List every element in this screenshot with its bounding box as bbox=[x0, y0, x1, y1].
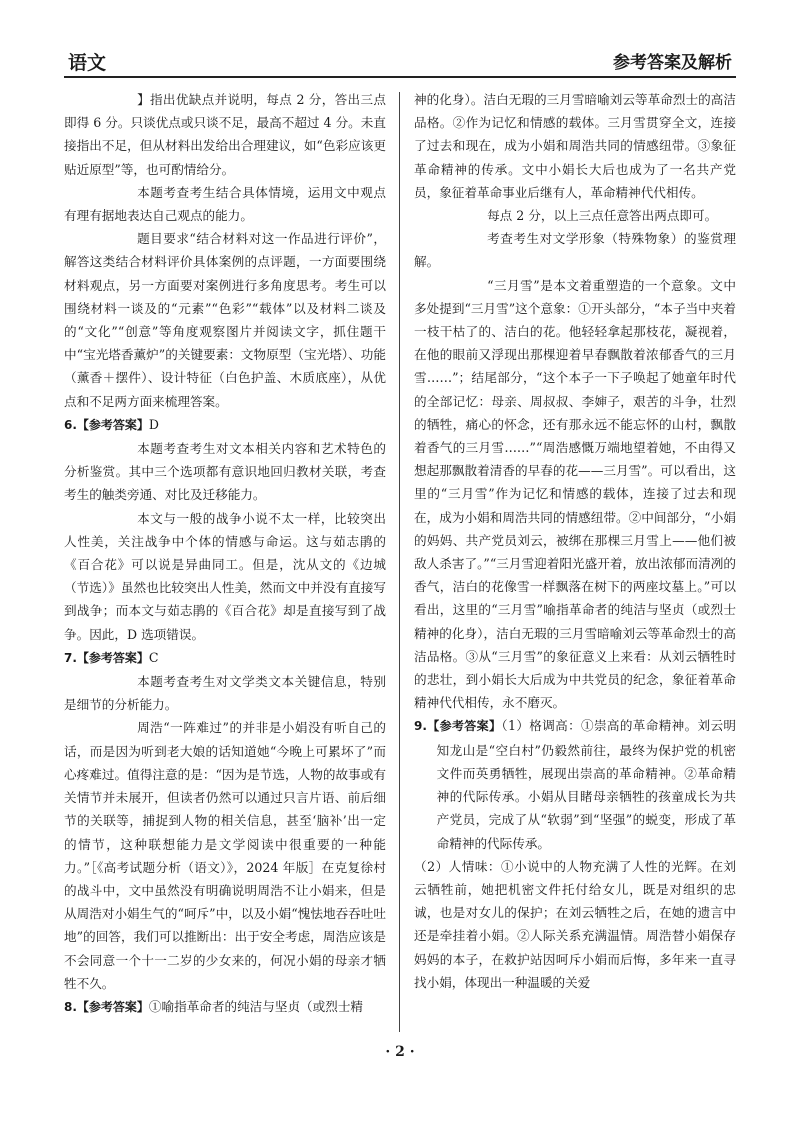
paragraph bbox=[64, 670, 386, 716]
paragraph-text: 本题考查考生对文本相关内容和艺术特色的分析鉴赏。其中三个选项都有意识地回归教材关联，考查考生的触类旁通、对比及迁移能力。 bbox=[64, 441, 386, 503]
paragraph bbox=[64, 995, 386, 1019]
paragraph-text: 周浩“一阵难过”的并非是小娟没有听自己的话，而是因为听到老大娘的话知道她“今晚上可累坏了”而心疼难过。值得注意的是：“因为是节选，人物的故事或有关情节并未展开，但读者仍然可以通过只言片语、前后细节的关联等，捕捉到人物的相关信息，甚至‘脑补’出一定的情节，这种联想能力是文学阅读中很重要的一种能力。”［《高考试题分析（语文）》，2024 年版］在克复徐村的战斗中，文中虽然没有明确说明周浩不让小娟来，但是从周浩对小娟生气的“呵斥”中，以及小娟“愧怯地吞吞吐吐地”的回答，我们可以推断出：出于安全考虑，周浩应该是不会同意一个十一二岁的少女来的，何况小娟的母亲才牺牲不久。 bbox=[64, 720, 386, 991]
paragraph-text: 】指出优缺点并说明，每点 2 分，答出三点即得 6 分。只谈优点或只谈不足，最高不超过 4 分。未直接指出不足，但从材料出发给出合理建议，如“色彩应该更贴近原型”等，也可酌情给分。 bbox=[64, 92, 386, 177]
paragraph bbox=[414, 855, 736, 994]
paragraph bbox=[64, 227, 386, 413]
paragraph bbox=[64, 413, 386, 437]
paragraph bbox=[64, 437, 386, 507]
paragraph-text: “三月雪”是本文着重塑造的一个意象。文中多处提到“三月雪”这个意象：①开头部分，“本子当中夹着一枝干枯了的、洁白的花。他轻轻拿起那枝花，凝视着，在他的眼前又浮现出那棵迎着早春飘散着浓郁香气的三月雪……”；结尾部分，“这个本子一下子唤起了她童年时代的全部记忆：母亲、周叔叔、李婶子，艰苦的斗争，壮烈的牺牲，痛心的怀念，还有那永远不能忘怀的山村，飘散着香气的三月雪……”“周浩感慨万端地望着她，不由得又想起那飘散着清香的早春的花——三月雪”。可以看出，这里的“三月雪”作为记忆和情感的载体，连接了过去和现在，成为小娟和周浩共同的情感纽带。②中间部分，“小娟的妈妈、共产党员刘云，被绑在那棵三月雪上——他们被敌人杀害了。”“三月雪迎着阳光盛开着，放出浓郁而清冽的香气，洁白的花像雪一样飘落在树下的两座坟墓上。”可以看出，这里的“三月雪”喻指革命者的纯洁与坚贞（或烈士精神的化身），洁白无瑕的三月雪暗喻刘云等革命烈士的高洁品格。③从“三月雪”的象征意义上来看：从刘云牺牲时的悲壮，到小娟长大后成为中共党员的纪念，象征着革命精神代代相传，永不磨灭。 bbox=[414, 277, 736, 711]
paragraph bbox=[64, 646, 386, 670]
paragraph-text: 本题考查考生对文学类文本关键信息，特别是细节的分析能力。 bbox=[64, 674, 386, 713]
question-answer-label: 8.【参考答案】 bbox=[64, 999, 149, 1014]
paragraph-text: ①喻指革命者的纯洁与坚贞（或烈士精 bbox=[148, 998, 364, 1014]
right-column bbox=[414, 88, 736, 1038]
paragraph-text: C bbox=[148, 649, 159, 665]
paragraph-text: （1）格调高：①崇高的革命精神。刘云明知龙山是“空白村”仍毅然前往，最终为保护党的机密文件而英勇牺牲，展现出崇高的革命精神。②革命精神的代际传承。小娟从目睹母亲牺牲的孩童成长为共产党员，完成了从“软弱”到“坚强”的蜕变，形成了革命精神的代际传承。 bbox=[436, 718, 736, 851]
paragraph-text: 本题考查考生结合具体情境，运用文中观点有理有据地表达自己观点的能力。 bbox=[64, 184, 386, 224]
page-header bbox=[64, 42, 736, 78]
paragraph bbox=[414, 204, 736, 227]
paragraph-text: （2）人情味：①小说中的人物充满了人性的光辉。在刘云牺牲前，她把机密文件托付给女儿，既是对组织的忠诚，也是对女儿的保护；在刘云牺牲之后，在她的遗言中还是牵挂着小娟。②人际关系充满温情。周浩替小娟保存妈妈的本子，在救护站因呵斥小娟而后悔，多年来一直寻找小娟，体现出一种温暖的关爱 bbox=[414, 858, 736, 990]
paragraph bbox=[414, 714, 736, 854]
paragraph bbox=[64, 88, 386, 181]
question-answer-label: 6.【参考答案】 bbox=[64, 417, 149, 432]
paragraph-text: D bbox=[148, 416, 160, 432]
left-column bbox=[64, 88, 386, 1038]
paragraph-text: 题目要求“结合材料对这一作品进行评价”，解答这类结合材料评价具体案例的点评题，一方面要围绕材料观点，另一方面要对案例进行多角度思考。考生可以围绕材料一谈及的“元素”“色彩”“载体”以及材料二谈及的“文化”“创意”等角度观察图片并阅读文字，抓住题干中“宝光塔香薰炉”的关键要素：文物原型（宝光塔）、功能（薰香＋摆件）、设计特征（白色护盖、木质底座），从优点和不足两方面来梳理答案。 bbox=[64, 231, 386, 409]
page-number: · 2 · bbox=[385, 1044, 415, 1060]
question-answer-label: 9.【参考答案】 bbox=[414, 719, 502, 734]
paragraph-text: 神的化身）。洁白无瑕的三月雪暗喻刘云等革命烈士的高洁品格。②作为记忆和情感的载体。三月雪贯穿全文，连接了过去和现在，成为小娟和周浩共同的情感纽带。③象征革命精神的传承。文中小娟长大后也成为了一名共产党员，象征着革命事业后继有人，革命精神代代相传。 bbox=[414, 92, 736, 200]
paragraph bbox=[414, 274, 736, 715]
question-answer-label: 7.【参考答案】 bbox=[64, 650, 149, 665]
subject-label: 语文 bbox=[68, 52, 107, 74]
paragraph bbox=[414, 227, 736, 273]
paragraph-text: 每点 2 分，以上三点任意答出两点即可。 bbox=[487, 208, 718, 224]
paragraph-text: 考查考生对文学形象（特殊物象）的鉴赏理解。 bbox=[414, 231, 736, 270]
column-divider bbox=[399, 92, 400, 1032]
section-title: 参考答案及解析 bbox=[613, 53, 732, 73]
paragraph-text: 本文与一般的战争小说不太一样，比较突出人性美，关注战争中个体的情感与命运。这与茹志鹃的《百合花》可以说是异曲同工。但是，沈从文的《边城（节选）》虽然也比较突出人性美，然而文中并没有直接写到战争；而本文与茹志鹃的《百合花》却是直接写到了战争。因此，D 选项错误。 bbox=[64, 510, 386, 642]
paragraph bbox=[414, 88, 736, 204]
paragraph bbox=[64, 507, 386, 646]
paragraph bbox=[64, 181, 386, 227]
paragraph bbox=[64, 716, 386, 994]
